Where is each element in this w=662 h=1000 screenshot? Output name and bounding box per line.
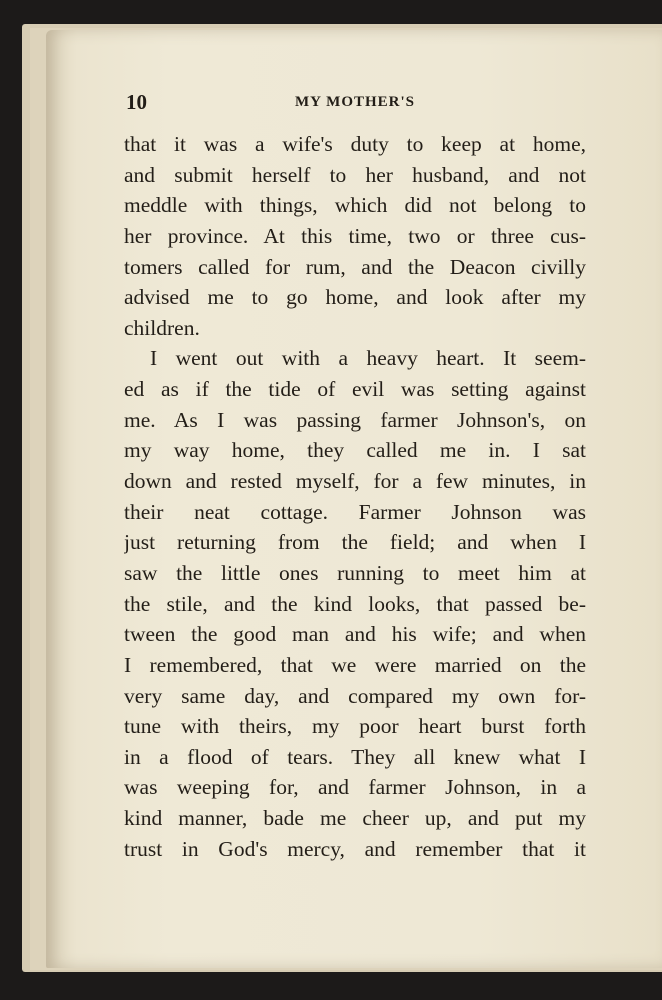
text-line: very same day, and compared my own for- <box>124 683 586 708</box>
text-line: tune with theirs, my poor heart burst forth <box>124 714 586 739</box>
text-line: just returning from the field; and when I <box>124 530 586 555</box>
text-line: her province. At this time, two or three cus- <box>124 223 586 248</box>
text-line: that it was a wife's duty to keep at home, <box>124 132 586 156</box>
text-line: was weeping for, and farmer Johnson, in a <box>124 775 586 800</box>
text-line: saw the little ones running to meet him at <box>124 560 586 585</box>
running-head: MY MOTHER'S <box>294 94 416 110</box>
text-line: and submit herself to her husband, and not <box>124 162 586 187</box>
text-line: my way home, they called me in. I sat <box>124 438 586 463</box>
page-header <box>126 90 584 114</box>
text-line: tomers called for rum, and the Deacon civilly <box>124 254 586 279</box>
text-line: children. <box>124 315 200 340</box>
text-line: kind manner, bade me cheer up, and put my <box>124 806 586 831</box>
text-line: I remembered, that we were married on the <box>124 652 586 677</box>
page-number: 10 <box>126 90 147 114</box>
text-line: meddle with things, which did not belong to <box>124 193 586 218</box>
text-line: the stile, and the kind looks, that passed be- <box>124 591 586 616</box>
text-line: tween the good man and his wife; and when <box>124 622 586 647</box>
text-line: their neat cottage. Farmer Johnson was <box>124 499 586 524</box>
body-text <box>124 129 586 864</box>
text-line: advised me to go home, and look after my <box>124 285 586 310</box>
text-line: ed as if the tide of evil was setting against <box>124 377 586 402</box>
text-line: down and rested myself, for a few minutes, in <box>124 469 586 494</box>
text-line: trust in God's mercy, and remember that it <box>124 836 586 861</box>
text-line: I went out with a heavy heart. It seem- <box>150 346 586 371</box>
text-line: in a flood of tears. They all knew what I <box>124 744 586 769</box>
text-line: me. As I was passing farmer Johnson's, on <box>124 407 586 432</box>
